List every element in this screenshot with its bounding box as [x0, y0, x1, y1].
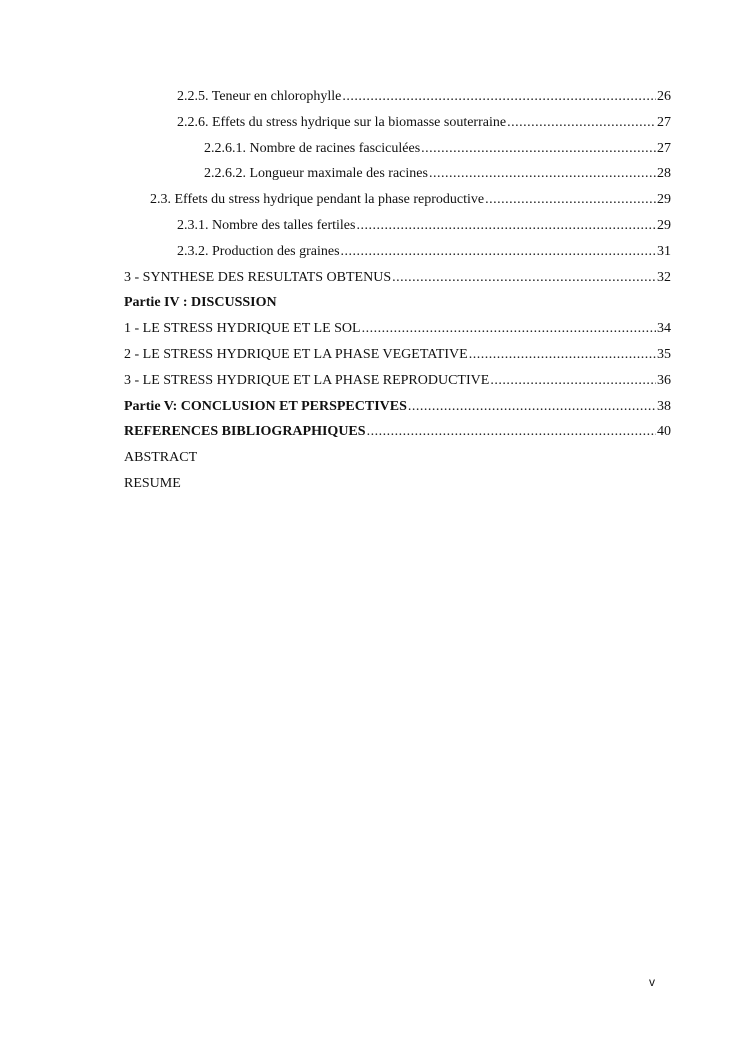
dot-leader	[362, 319, 656, 339]
dot-leader	[421, 139, 656, 159]
toc-entry[interactable]	[124, 139, 671, 165]
toc-entry-title: 1 - LE STRESS HYDRIQUE ET LE SOL	[124, 321, 361, 337]
toc-entry-page: 35	[657, 346, 671, 362]
dot-leader	[429, 164, 656, 184]
toc-entry-page: 26	[657, 89, 671, 104]
toc-entry[interactable]	[124, 293, 671, 319]
toc-entry-title: 3 - SYNTHESE DES RESULTATS OBTENUS	[124, 269, 392, 285]
toc-entry-page: 29	[657, 217, 671, 233]
toc-entry-page: 28	[657, 166, 671, 182]
toc-entry-title: 2.2.6.2. Longueur maximale des racines	[204, 166, 428, 182]
table-of-contents	[124, 87, 671, 500]
toc-entry[interactable]	[124, 87, 671, 113]
toc-entry-title: 3 - LE STRESS HYDRIQUE ET LA PHASE REPRODUCTIVE	[124, 372, 490, 388]
toc-entry-page: 34	[657, 321, 671, 337]
dot-leader	[341, 242, 656, 262]
toc-entry[interactable]	[124, 397, 671, 423]
toc-entry-title: 2.2.5. Teneur en chlorophylle	[177, 89, 342, 104]
toc-entry-page: 36	[657, 372, 671, 388]
toc-entry-title: 2.3.1. Nombre des talles fertiles	[177, 217, 356, 233]
toc-entry[interactable]	[124, 242, 671, 268]
dot-leader	[408, 397, 656, 417]
toc-entry[interactable]	[124, 190, 671, 216]
toc-entry-title: 2.3. Effets du stress hydrique pendant la phase reproductive	[150, 192, 485, 208]
toc-entry-page: 40	[657, 424, 671, 440]
toc-entry-title: 2.3.2. Production des graines	[177, 243, 340, 259]
toc-entry-title: 2.2.6.1. Nombre de racines fasciculées	[204, 140, 421, 156]
toc-entry-page: 31	[657, 243, 671, 259]
toc-entry[interactable]	[124, 422, 671, 448]
toc-entry[interactable]	[124, 474, 671, 500]
toc-entry-title: Partie V: CONCLUSION ET PERSPECTIVES	[124, 398, 407, 414]
toc-entry-page: 27	[657, 140, 671, 156]
toc-entry[interactable]	[124, 345, 671, 371]
toc-entry[interactable]	[124, 448, 671, 474]
toc-entry[interactable]	[124, 319, 671, 345]
toc-entry-title: REFERENCES BIBLIOGRAPHIQUES	[124, 424, 366, 440]
toc-entry[interactable]	[124, 371, 671, 397]
page-number: v	[649, 975, 655, 989]
toc-entry-title: 2.2.6. Effets du stress hydrique sur la biomasse souterraine	[177, 114, 507, 130]
dot-leader	[485, 190, 656, 210]
dot-leader	[367, 422, 656, 442]
toc-entry-title: 2 - LE STRESS HYDRIQUE ET LA PHASE VEGETATIVE	[124, 346, 468, 362]
toc-entry[interactable]	[124, 113, 671, 139]
toc-entry-page: 38	[657, 398, 671, 414]
toc-entry-page: 29	[657, 192, 671, 208]
toc-entry[interactable]	[124, 216, 671, 242]
toc-entry-page: 27	[657, 114, 671, 130]
toc-entry-title: ABSTRACT	[124, 450, 198, 466]
dot-leader	[342, 87, 656, 107]
dot-leader	[490, 371, 656, 391]
toc-entry-title: RESUME	[124, 475, 181, 491]
dot-leader	[469, 345, 656, 365]
toc-entry-title: Partie IV : DISCUSSION	[124, 295, 277, 311]
toc-entry[interactable]	[124, 268, 671, 294]
toc-entry-page: 32	[657, 269, 671, 285]
dot-leader	[392, 268, 656, 288]
dot-leader	[356, 216, 656, 236]
dot-leader	[507, 113, 656, 133]
toc-entry[interactable]	[124, 164, 671, 190]
